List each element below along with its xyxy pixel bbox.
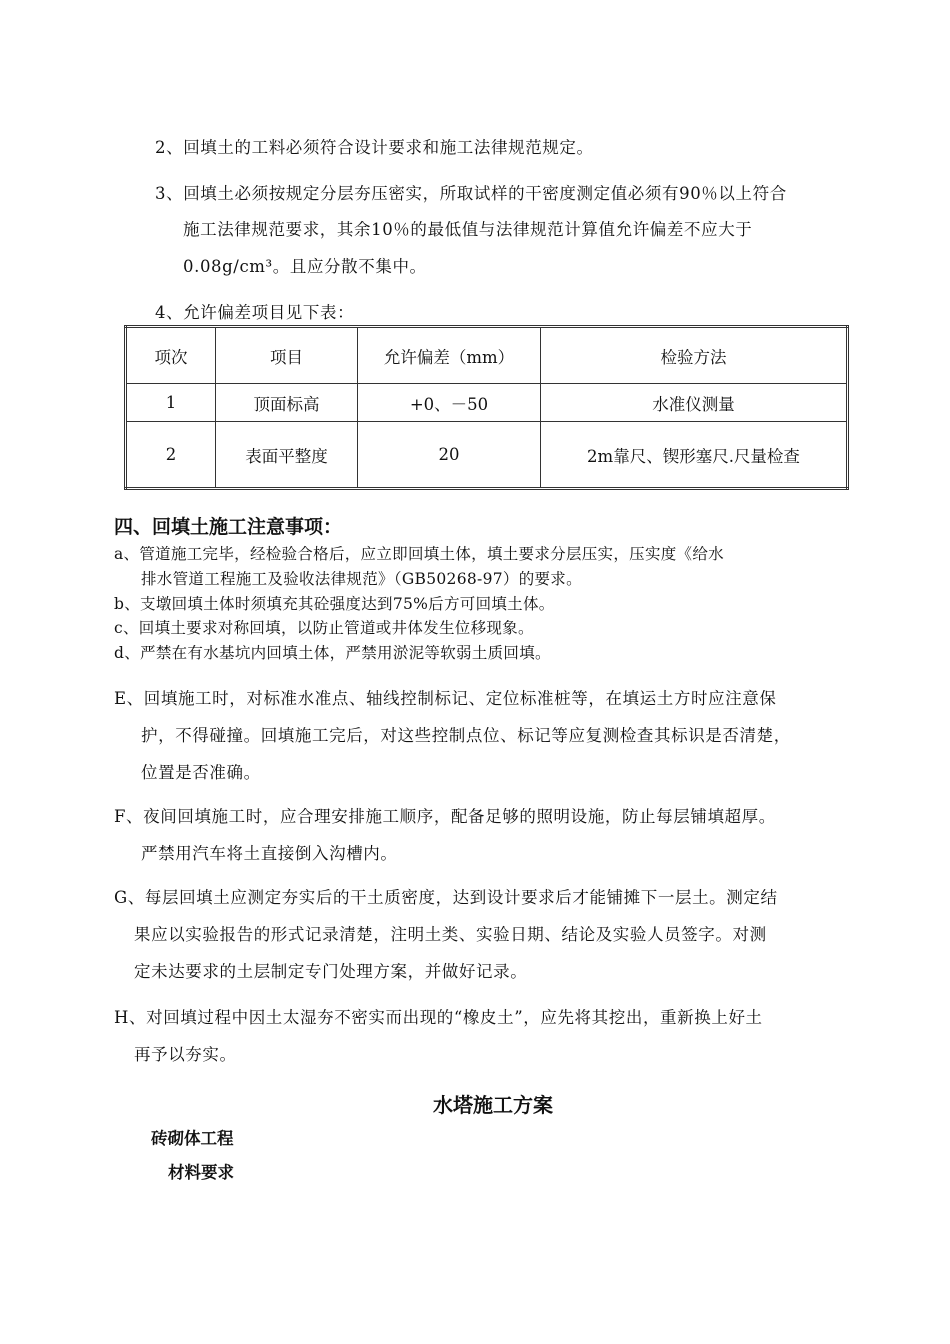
note-f-line2: 严禁用汽车将土直接倒入沟槽内。 bbox=[141, 844, 398, 863]
note-e-line3: 位置是否准确。 bbox=[141, 763, 261, 782]
tolerance-table bbox=[124, 325, 849, 490]
water-tower-title: 水塔施工方案 bbox=[433, 1093, 553, 1117]
header-cell: 检验方法 bbox=[541, 327, 848, 384]
table-cell: 20 bbox=[358, 422, 541, 489]
note-g-line3: 定未达要求的土层制定专门处理方案，并做好记录。 bbox=[134, 962, 528, 981]
table-row bbox=[126, 422, 848, 489]
table-cell: 2m靠尺、锲形塞尺.尺量检查 bbox=[541, 422, 848, 489]
table-cell: 2 bbox=[126, 422, 216, 489]
note-c: c、回填土要求对称回填，以防止管道或井体发生位移现象。 bbox=[114, 619, 534, 637]
table-cell: 1 bbox=[126, 384, 216, 422]
note-d: d、严禁在有水基坑内回填土体，严禁用淤泥等软弱土质回填。 bbox=[114, 644, 551, 662]
table-header-row bbox=[126, 327, 848, 384]
subheading-materials: 材料要求 bbox=[168, 1163, 234, 1182]
item-3-line3: 0.08g/cm³。且应分散不集中。 bbox=[183, 257, 427, 276]
note-g-line1: G、每层回填土应测定夯实后的干土质密度，达到设计要求后才能铺摊下一层土。测定结 bbox=[114, 888, 778, 907]
note-e-line1: E、回填施工时，对标准水准点、轴线控制标记、定位标准桩等，在填运土方时应注意保 bbox=[114, 689, 777, 708]
table-cell: 水准仪测量 bbox=[541, 384, 848, 422]
table-cell: 表面平整度 bbox=[216, 422, 358, 489]
item-2: 2、回填土的工料必须符合设计要求和施工法律规范规定。 bbox=[155, 138, 594, 157]
note-h-line2: 再予以夯实。 bbox=[134, 1045, 237, 1064]
note-a-line1: a、管道施工完毕，经检验合格后，应立即回填土体，填土要求分层压实，压实度《给水 bbox=[114, 545, 724, 563]
note-b: b、支墩回填土体时须填充其砼强度达到75%后方可回填土体。 bbox=[114, 595, 555, 613]
table-cell: +0、－50 bbox=[358, 384, 541, 422]
item-4: 4、允许偏差项目见下表： bbox=[155, 303, 355, 322]
subheading-masonry: 砖砌体工程 bbox=[151, 1129, 234, 1148]
item-3-line2: 施工法律规范要求，其余10％的最低值与法律规范计算值允许偏差不应大于 bbox=[183, 220, 753, 239]
header-cell: 项目 bbox=[216, 327, 358, 384]
note-f-line1: F、夜间回填施工时，应合理安排施工顺序，配备足够的照明设施，防止每层铺填超厚。 bbox=[114, 807, 776, 826]
table-row bbox=[126, 384, 848, 422]
note-g-line2: 果应以实验报告的形式记录清楚，注明土类、实验日期、结论及实验人员签字。对测 bbox=[134, 925, 767, 944]
note-e-line2: 护，不得碰撞。回填施工完后，对这些控制点位、标记等应复测检查其标识是否清楚， bbox=[141, 726, 791, 745]
section-heading: 四、回填土施工注意事项： bbox=[114, 516, 343, 538]
note-a-line2: 排水管道工程施工及验收法律规范》（GB50268-97）的要求。 bbox=[141, 570, 582, 588]
note-h-line1: H、对回填过程中因土太湿夯不密实而出现的“橡皮土”，应先将其挖出，重新换上好土 bbox=[114, 1008, 763, 1027]
header-cell: 允许偏差（mm） bbox=[358, 327, 541, 384]
table-cell: 顶面标高 bbox=[216, 384, 358, 422]
item-3-line1: 3、回填土必须按规定分层夯压密实，所取试样的干密度测定值必须有90％以上符合 bbox=[155, 184, 787, 203]
header-cell: 项次 bbox=[126, 327, 216, 384]
